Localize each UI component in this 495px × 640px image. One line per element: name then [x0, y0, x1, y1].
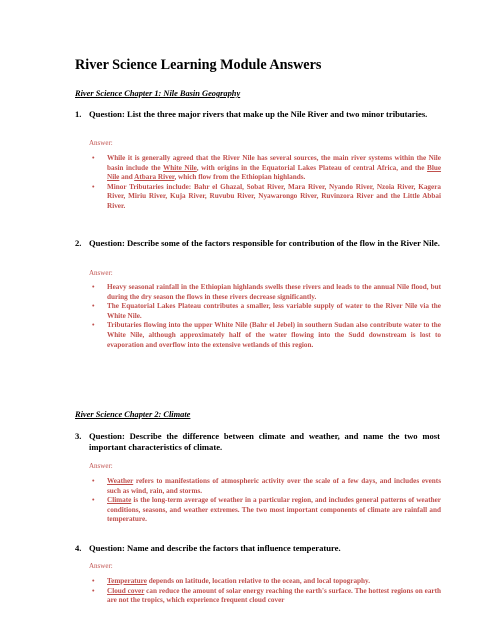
answer-text: depends on latitude, location relative to the ocean, and local topography.	[146, 577, 371, 585]
answer-list-4	[89, 577, 441, 606]
bullet-icon: •	[92, 577, 95, 585]
term-weather: Weather	[107, 477, 134, 485]
list-item	[89, 321, 441, 350]
answer-list-2	[89, 283, 441, 350]
question-text: Question: Describe some of the factors responsible for contribution of the flow in the River Nile.	[89, 238, 440, 248]
question-number: 4.	[75, 543, 82, 553]
bullet-icon: •	[92, 283, 95, 291]
question-text: Question: List the three major rivers that make up the Nile River and two minor tributaries.	[89, 109, 428, 119]
chapter-heading-1: River Science Chapter 1: Nile Basin Geography	[75, 89, 241, 98]
question-number: 3.	[75, 431, 82, 441]
chapter-heading-2: River Science Chapter 2: Climate	[75, 410, 191, 419]
answer-label: Answer:	[89, 139, 113, 147]
list-item	[89, 477, 441, 496]
list-item	[89, 154, 441, 183]
answer-text: Minor Tributaries include: Bahr el Ghazal, Sobat River, Mara River, Nyando River, Nzoia River, Kagera River, Miriu River, Kuja River, Ruvubu River, Nyawarongo River, Ruvinzora River and the Little Abbai River.	[107, 182, 441, 210]
question-text: Question: Describe the difference between climate and weather, and name the two most important characteristics of climate.	[89, 431, 440, 453]
answer-text: refers to manifestations of atmospheric activity over the scale of a few days, and includes events such as wind, rain, and storms.	[107, 477, 441, 495]
list-item	[89, 183, 441, 212]
term-atbara-river: Atbara River	[134, 173, 175, 182]
answer-list-3	[89, 477, 441, 525]
answer-text: , which flow from the Ethiopian highlands.	[174, 173, 306, 182]
answer-text: is the long-term average of weather in a particular region, and includes general patterns of weather conditions, seasons, and weather extremes. The two most important components of climate are rainfall and temperature.	[107, 496, 441, 524]
question-number: 2.	[75, 238, 82, 248]
answer-list-1	[89, 154, 441, 212]
term-blue-nile: Blue Nile	[107, 163, 442, 182]
list-item	[89, 577, 441, 587]
answer-text: , with origins in the Equatorial Lakes Plateau of central Africa, and the	[196, 163, 428, 172]
term-cloud-cover: Cloud cover	[107, 586, 145, 595]
bullet-icon: •	[92, 154, 95, 162]
answer-text: Tributaries flowing into the upper White Nile (Bahr el Jebel) in southern Sudan also contribute water to the White Nile, although approximately half of the water flowing into the Sudd downstream is lost to evaporation and overflow into the extensive wetlands of this region.	[107, 321, 441, 349]
bullet-icon: •	[92, 302, 95, 311]
list-item	[89, 587, 441, 606]
answer-text: and	[119, 173, 135, 182]
term-white-nile: White Nile	[163, 163, 197, 172]
answer-text: can reduce the amount of solar energy reaching the earth's surface. The hottest regions on earth are not the tropics, which experience frequent cloud cover	[107, 586, 442, 605]
term-temperature: Temperature	[107, 577, 147, 585]
list-item	[89, 302, 441, 321]
term-climate: Climate	[107, 496, 132, 505]
list-item	[89, 283, 441, 302]
answer-label: Answer:	[89, 462, 113, 470]
bullet-icon: •	[92, 321, 95, 330]
question-text: Question: Name and describe the factors that influence temperature.	[89, 543, 341, 553]
answer-label: Answer:	[89, 269, 113, 277]
bullet-icon: •	[92, 477, 95, 485]
bullet-icon: •	[92, 586, 95, 595]
bullet-icon: •	[92, 182, 95, 191]
answer-text: The Equatorial Lakes Plateau contributes a smaller, less variable supply of water to the River Nile via the White Nile.	[107, 302, 441, 320]
list-item	[89, 496, 441, 525]
answer-label: Answer:	[89, 562, 113, 570]
bullet-icon: •	[92, 496, 95, 505]
answer-text: Heavy seasonal rainfall in the Ethiopian highlands swells these rivers and leads to the annual Nile flood, but during the dry season the flows in these rivers decrease significantly.	[107, 283, 441, 301]
page-title: River Science Learning Module Answers	[75, 57, 322, 73]
answer-text: While it is generally agreed that the River Nile has several sources, the main river systems within the Nile basin include the	[107, 154, 441, 172]
question-number: 1.	[75, 109, 82, 119]
